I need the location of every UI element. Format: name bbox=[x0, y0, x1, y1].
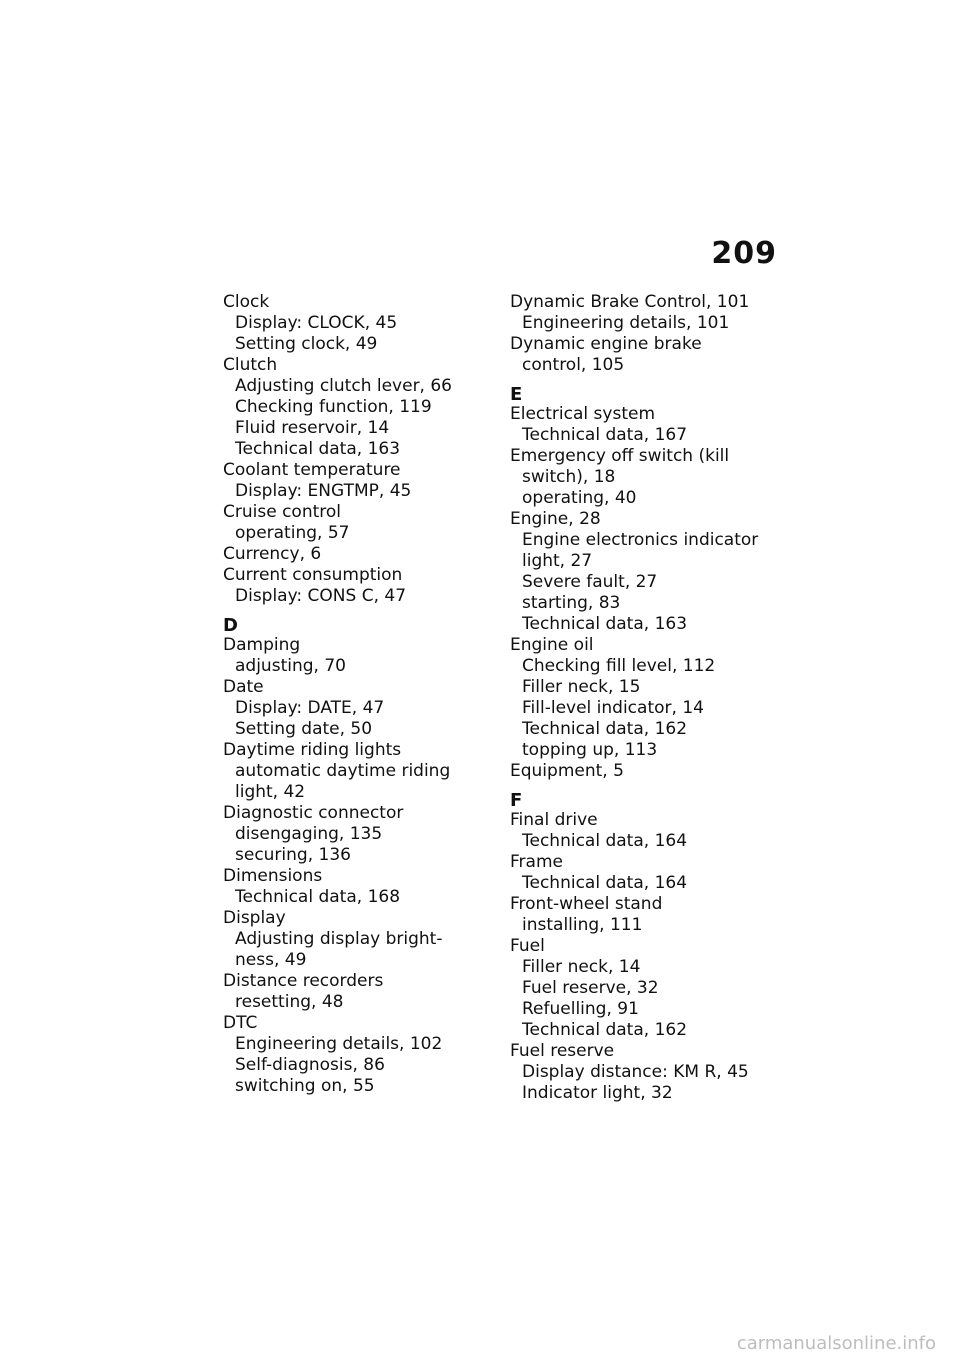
index-subentry: Fill-level indicator, 14 bbox=[522, 698, 704, 718]
index-subentry: Adjusting display bright- bbox=[235, 929, 443, 949]
index-subentry: Indicator light, 32 bbox=[522, 1083, 673, 1103]
index-subentry: Technical data, 164 bbox=[522, 873, 688, 893]
index-subentry: Fuel reserve, 32 bbox=[522, 978, 659, 998]
index-heading: Clock bbox=[223, 292, 270, 312]
index-entry bbox=[223, 677, 483, 740]
index-column-right bbox=[510, 292, 790, 1104]
index-entry bbox=[223, 866, 483, 908]
index-entry bbox=[223, 355, 483, 460]
page-number: 209 bbox=[711, 236, 777, 271]
index-entry bbox=[223, 502, 483, 544]
index-entry bbox=[510, 292, 790, 334]
index-subentry: Display: ENGTMP, 45 bbox=[235, 481, 412, 501]
index-heading: DTC bbox=[223, 1013, 258, 1033]
index-entry bbox=[223, 908, 483, 971]
index-heading: Frame bbox=[510, 852, 563, 872]
index-entry bbox=[223, 544, 483, 565]
index-heading: Fuel bbox=[510, 936, 545, 956]
index-heading: Display bbox=[223, 908, 286, 928]
index-subentry: Display distance: KM R, 45 bbox=[522, 1062, 749, 1082]
index-heading: Front-wheel stand bbox=[510, 894, 663, 914]
index-heading: Dynamic engine brake bbox=[510, 334, 702, 354]
index-subentry: Checking function, 119 bbox=[235, 397, 432, 417]
section-letter-d: D bbox=[223, 615, 238, 636]
index-subentry: Engineering details, 101 bbox=[522, 313, 730, 333]
index-heading: Dynamic Brake Control, 101 bbox=[510, 292, 750, 312]
index-subentry: resetting, 48 bbox=[235, 992, 344, 1012]
index-entry bbox=[510, 446, 790, 509]
index-subentry: Fluid reservoir, 14 bbox=[235, 418, 390, 438]
index-subentry: Engineering details, 102 bbox=[235, 1034, 443, 1054]
index-entry bbox=[510, 404, 790, 446]
index-subentry: Technical data, 162 bbox=[522, 1020, 688, 1040]
index-entry bbox=[223, 971, 483, 1013]
index-subentry: Filler neck, 15 bbox=[522, 677, 641, 697]
index-entry bbox=[223, 635, 483, 677]
index-subentry: Technical data, 167 bbox=[522, 425, 688, 445]
index-subentry: operating, 40 bbox=[522, 488, 637, 508]
index-subentry: Setting clock, 49 bbox=[235, 334, 378, 354]
index-subentry: Setting date, 50 bbox=[235, 719, 373, 739]
index-heading: Final drive bbox=[510, 810, 598, 830]
index-entry bbox=[510, 936, 790, 1041]
index-subentry: Technical data, 163 bbox=[235, 439, 401, 459]
index-subentry: Display: CONS C, 47 bbox=[235, 586, 407, 606]
index-entry bbox=[223, 292, 483, 355]
index-entry bbox=[223, 803, 483, 866]
index-subentry: switching on, 55 bbox=[235, 1076, 375, 1096]
index-subentry: control, 105 bbox=[522, 355, 625, 375]
index-heading: Equipment, 5 bbox=[510, 761, 624, 781]
index-subentry: switch), 18 bbox=[522, 467, 616, 487]
index-heading: Emergency off switch (kill bbox=[510, 446, 730, 466]
index-subentry: ness, 49 bbox=[235, 950, 307, 970]
index-subentry: Checking fill level, 112 bbox=[522, 656, 716, 676]
index-subentry: automatic daytime riding bbox=[235, 761, 451, 781]
index-heading: Dimensions bbox=[223, 866, 323, 886]
index-entry bbox=[510, 509, 790, 635]
index-subentry: starting, 83 bbox=[522, 593, 621, 613]
index-subentry: light, 42 bbox=[235, 782, 306, 802]
index-entry bbox=[223, 460, 483, 502]
index-heading: Date bbox=[223, 677, 264, 697]
index-entry bbox=[223, 565, 483, 607]
section-letter-f: F bbox=[510, 790, 523, 811]
index-subentry: topping up, 113 bbox=[522, 740, 658, 760]
index-subentry: Self-diagnosis, 86 bbox=[235, 1055, 385, 1075]
index-entry bbox=[223, 740, 483, 803]
index-heading: Cruise control bbox=[223, 502, 342, 522]
watermark: carmanualsonline.info bbox=[736, 1333, 936, 1354]
index-subentry: light, 27 bbox=[522, 551, 593, 571]
index-entry bbox=[510, 894, 790, 936]
index-subentry: Display: CLOCK, 45 bbox=[235, 313, 398, 333]
index-heading: Diagnostic connector bbox=[223, 803, 404, 823]
index-heading: Clutch bbox=[223, 355, 278, 375]
index-subentry: Technical data, 163 bbox=[522, 614, 688, 634]
index-subentry: installing, 111 bbox=[522, 915, 643, 935]
index-subentry: disengaging, 135 bbox=[235, 824, 383, 844]
index-heading: Currency, 6 bbox=[223, 544, 322, 564]
index-subentry: Engine electronics indicator bbox=[522, 530, 759, 550]
index-subentry: Adjusting clutch lever, 66 bbox=[235, 376, 452, 396]
index-entry bbox=[510, 635, 790, 761]
index-subentry: Refuelling, 91 bbox=[522, 999, 639, 1019]
index-entry bbox=[510, 1041, 790, 1104]
index-heading: Daytime riding lights bbox=[223, 740, 402, 760]
index-heading: Electrical system bbox=[510, 404, 655, 424]
index-heading: Current consumption bbox=[223, 565, 403, 585]
index-heading: Engine, 28 bbox=[510, 509, 601, 529]
index-heading: Distance recorders bbox=[223, 971, 384, 991]
index-heading: Fuel reserve bbox=[510, 1041, 615, 1061]
index-subentry: securing, 136 bbox=[235, 845, 351, 865]
index-heading: Damping bbox=[223, 635, 301, 655]
index-column-left bbox=[223, 292, 483, 1097]
index-heading: Coolant temperature bbox=[223, 460, 401, 480]
index-entry bbox=[510, 334, 790, 376]
index-entry bbox=[510, 852, 790, 894]
index-subentry: Filler neck, 14 bbox=[522, 957, 641, 977]
section-letter-e: E bbox=[510, 384, 523, 405]
index-subentry: Technical data, 164 bbox=[522, 831, 688, 851]
index-subentry: Technical data, 162 bbox=[522, 719, 688, 739]
index-subentry: operating, 57 bbox=[235, 523, 350, 543]
index-entry bbox=[510, 810, 790, 852]
index-subentry: Severe fault, 27 bbox=[522, 572, 658, 592]
index-subentry: adjusting, 70 bbox=[235, 656, 346, 676]
index-heading: Engine oil bbox=[510, 635, 594, 655]
index-subentry: Technical data, 168 bbox=[235, 887, 401, 907]
index-entry bbox=[223, 1013, 483, 1097]
index-entry bbox=[510, 761, 790, 782]
index-subentry: Display: DATE, 47 bbox=[235, 698, 385, 718]
